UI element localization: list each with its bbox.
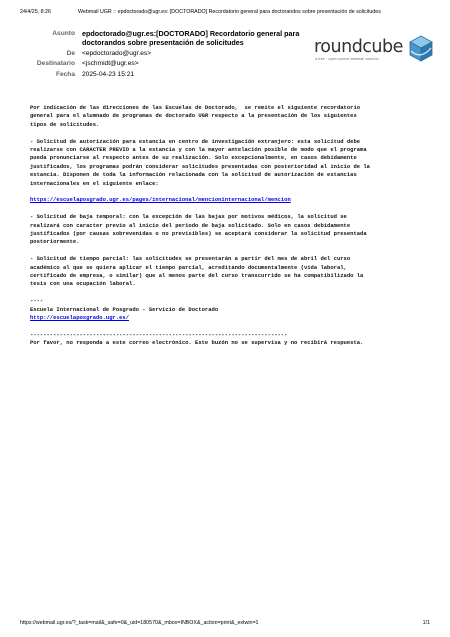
subject-value: epdoctorado@ugr.es:[DOCTORADO] Recordatorio general para doctorandos sobre presentación de solicitudes	[82, 29, 300, 47]
date-row	[25, 71, 310, 79]
international-mention-link[interactable]: https://escuelaposgrado.ugr.es/pages/internacional/mencioninternacional/mencion	[30, 196, 291, 204]
subject-label: Asunto	[52, 30, 75, 37]
print-url: https://webmail.ugr.es/?_task=mail&_safe=0&_uid=180570&_mbox=INBOX&_action=print&_extwin=1	[20, 620, 259, 626]
no-reply-notice: Por favor, no responda a este correo electrónico. Este buzón no se supervisa y no recibirá respuesta.	[30, 339, 364, 347]
to-row	[25, 60, 310, 68]
page-number: 1/1	[422, 620, 430, 626]
print-date: 24/4/25, 8:26	[20, 9, 51, 15]
roundcube-logo	[314, 34, 436, 68]
signature-separator: ----	[30, 297, 44, 305]
signature-link[interactable]: http://escuelaposgrado.ugr.es/	[30, 314, 130, 322]
temporary-leave-paragraph: - Solicitud de baja temporal: con la excepción de las bajas por motivos médicos, la solicitud se realizará con caracter previo al inicio del periodo de baja solicitado. Solo en casos debidamente justificados (por causas sobrevenidas o no previsibles) se aceptará considerar la solicitud presentada posteriormente.	[30, 213, 367, 246]
from-row	[25, 50, 310, 58]
to-label: Destinatario	[36, 60, 75, 68]
date-label: Fecha	[55, 70, 75, 78]
part-time-paragraph: - Solicitud de tiempo parcial: las solicitudes se presentarán a partir del mes de abril del curso académico al que se quiera aplicar el tiempo parcial, acreditando documentalmente (vida laboral, certificado de empresa, o similar) que al menos parte del curso transcurrido se ha compatibilizado la tesis con una ocupación laboral.	[30, 255, 364, 288]
logo-tagline: a free · open source webmail solution	[315, 57, 379, 61]
to-value[interactable]: <jschmidt@ugr.es>	[82, 60, 139, 68]
from-value[interactable]: <epdoctorado@ugr.es>	[82, 49, 152, 57]
print-title: Webmail UGR :: epdoctorado@ugr.es: [DOCTORADO] Recordatorio general para doctorandos sobre presentación de solicitudes	[78, 9, 381, 15]
notice-separator: ------------------------------------------------------------------------------	[30, 330, 288, 338]
date-value: 2025-04-23 15:21	[82, 70, 135, 78]
from-label: De	[66, 49, 75, 57]
logo-wordmark: roundcube	[314, 37, 403, 57]
message-headers	[25, 30, 310, 81]
subject-row	[25, 30, 310, 47]
message-body	[30, 104, 425, 348]
print-header	[20, 9, 430, 16]
cube-icon	[408, 34, 434, 64]
signature-name: Escuela Internacional de Posgrado - Servicio de Doctorado	[30, 305, 219, 313]
print-footer	[20, 620, 430, 626]
stay-authorization-paragraph: - Solicitud de autorización para estancia en centro de investigación extranjero: esta solicitud debe realizarse con CARACTER PREVIO a la estancia y con la mayor antelación posible de modo que el programa pueda pronunciarse al respecto antes de su realización. Solo excepcionalmente, en casos debidamente justificados, los programas podrán considerar solicitudes presentadas con posterioridad al inicio de la estancia. Disponen de toda la información relacionada con la solicitud de autorización de estancias internacionales en el siguiente enlace:	[30, 137, 370, 187]
intro-paragraph: Por indicación de las direcciones de las Escuelas de Doctorado, se remite el siguiente recordatorio general para el alumnado de programas de doctorado UGR respecto a la presentación de los siguientes tipos de solicitudes.	[30, 104, 361, 128]
